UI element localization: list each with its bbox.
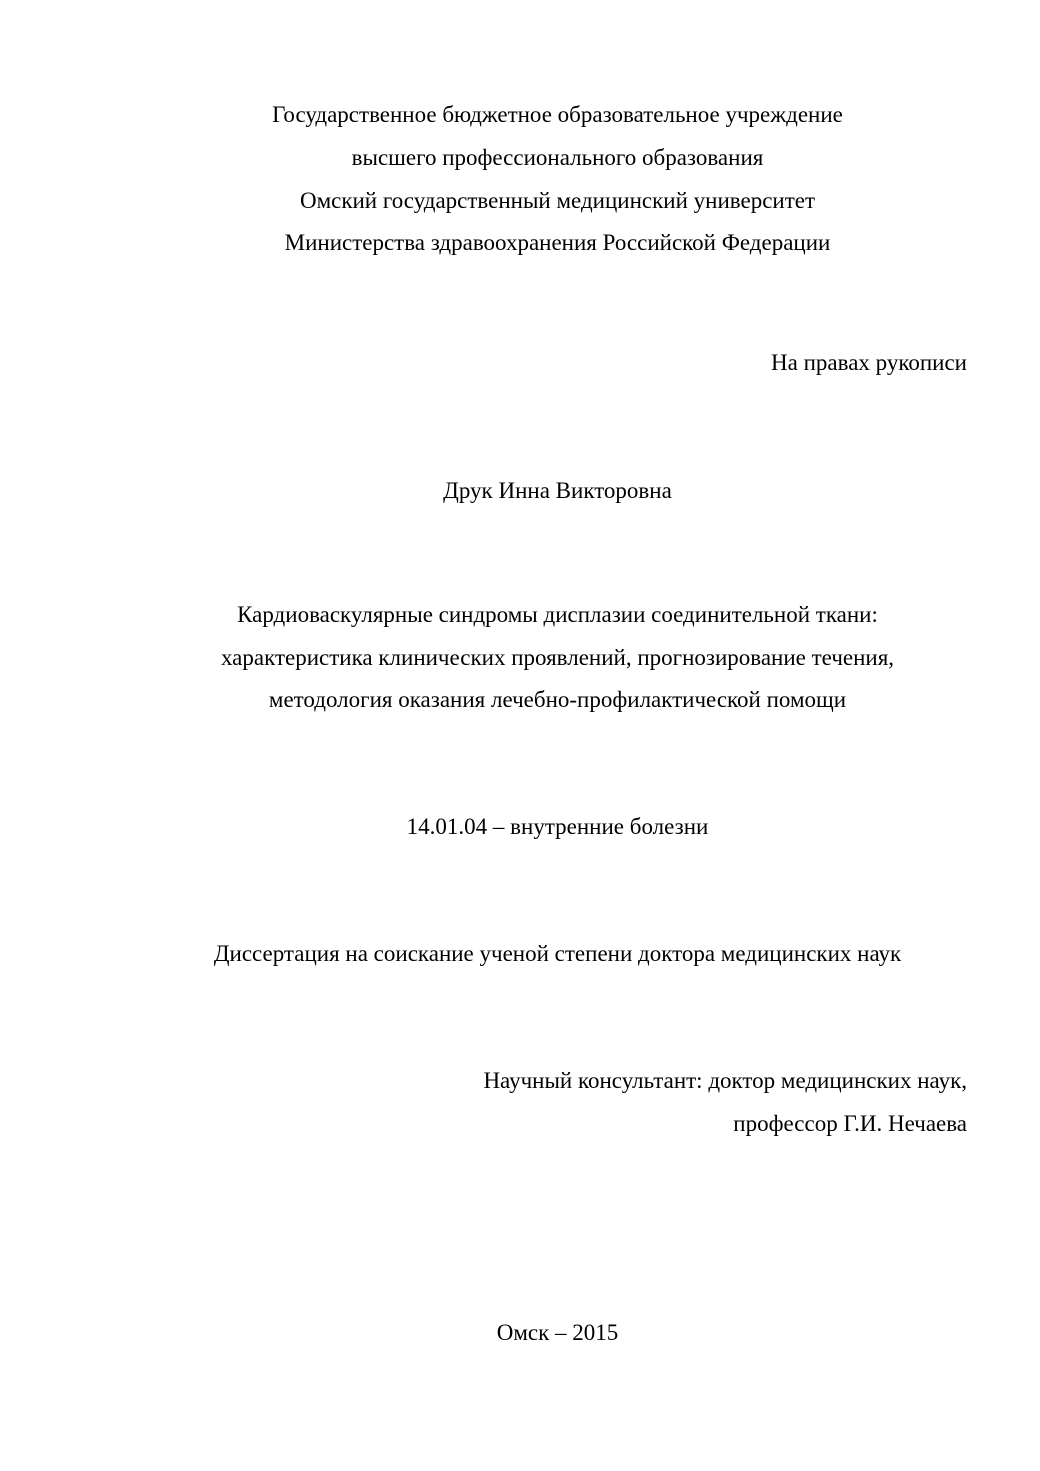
degree-statement: Диссертация на соискание ученой степени доктора медицинских наук: [213, 941, 902, 966]
title-line: Кардиоваскулярные синдромы дисплазии соединительной ткани:: [237, 602, 878, 627]
institution-line: Омский государственный медицинский университет: [299, 188, 816, 213]
title-line: методология оказания лечебно-профилактической помощи: [268, 687, 847, 712]
place-year: Омск – 2015: [496, 1320, 619, 1345]
institution-line: Министерства здравоохранения Российской Федерации: [284, 230, 831, 255]
consultant-line: Научный консультант: доктор медицинских наук,: [483, 1068, 967, 1093]
title-line: характеристика клинических проявлений, прогнозирование течения,: [220, 645, 895, 670]
specialty-code: 14.01.04 – внутренние болезни: [406, 814, 709, 839]
manuscript-rights-label: На правах рукописи: [771, 350, 967, 375]
institution-line: высшего профессионального образования: [351, 145, 764, 170]
consultant-line: профессор Г.И. Нечаева: [733, 1111, 967, 1136]
institution-line: Государственное бюджетное образовательное учреждение: [272, 102, 843, 127]
author-name: Друк Инна Викторовна: [443, 478, 672, 503]
